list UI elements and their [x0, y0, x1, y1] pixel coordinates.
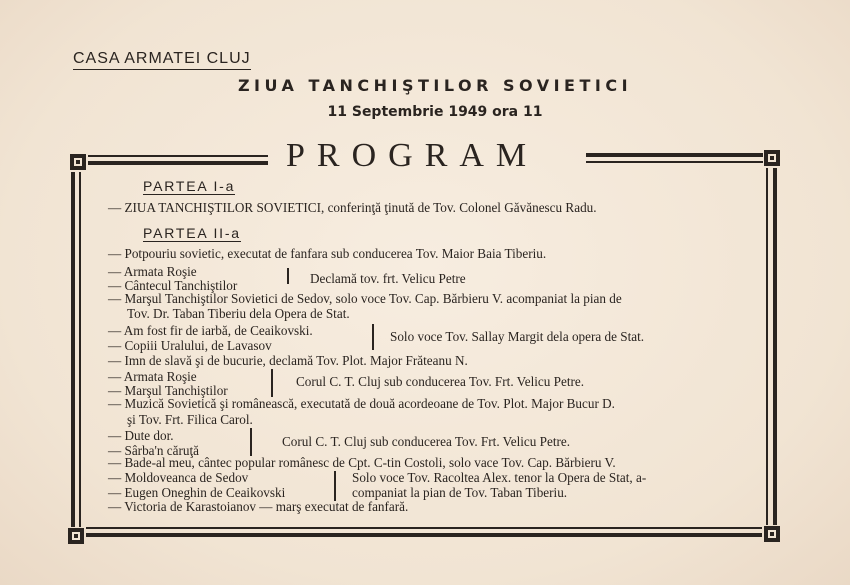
frame-top-rule-left — [88, 155, 268, 157]
list-item: — Sârba'n căruţă — [108, 443, 199, 458]
list-item: — Moldoveanca de Sedov — [108, 470, 249, 485]
performer-note: Corul C. T. Cluj sub conducerea Tov. Frt. Velicu Petre. — [296, 374, 585, 389]
venue-name: CASA ARMATEI CLUJ — [73, 50, 251, 70]
frame-corner-top-right — [764, 150, 780, 166]
list-item: — Bade-al meu, cântec popular românesc de Cpt. C-tin Costoli, solo vace Tov. Cap. Bărbieru V. — [108, 455, 616, 470]
list-item: — ZIUA TANCHIŞTILOR SOVIETICI, conferinţă ţinută de Tov. Colonel Găvănescu Radu. — [108, 200, 597, 215]
performer-note: Solo voce Tov. Racoltea Alex. tenor la Opera de Stat, a- — [352, 470, 647, 485]
list-item: — Marşul Tanchiştilor — [108, 383, 228, 398]
performer-note-continuation: companiat la pian de Tov. Taban Tiberiu. — [352, 485, 568, 500]
group-bracket — [334, 471, 336, 501]
list-item: — Eugen Oneghin de Ceaikovski — [108, 485, 286, 500]
frame-top-rule-right — [586, 161, 763, 163]
group-bracket — [372, 324, 374, 350]
frame-left-rule — [79, 172, 81, 527]
list-item: — Muzică Sovietică şi românească, executată de două acordeoane de Tov. Plot. Major Bucur D. — [108, 396, 615, 411]
list-item: — Imn de slavă şi de bucurie, declamă Tov. Plot. Major Frăteanu N. — [108, 353, 468, 368]
frame-right-rule — [766, 168, 768, 525]
part-two-title: PARTEA II-a — [143, 225, 241, 241]
list-item: — Armata Roşie — [108, 264, 197, 279]
frame-bottom-rule-thick — [86, 533, 762, 537]
event-title: ZIUA TANCHIŞTILOR SOVIETICI — [237, 76, 633, 95]
frame-top-rule-left-thick — [88, 161, 268, 165]
list-item-continuation: şi Tov. Frt. Filica Carol. — [127, 412, 253, 427]
frame-corner-bottom-left — [68, 528, 84, 544]
list-item: — Armata Roşie — [108, 369, 197, 384]
list-item-continuation: Tov. Dr. Taban Tiberiu dela Opera de Stat. — [127, 306, 350, 321]
part-one-title: PARTEA I-a — [143, 178, 236, 194]
frame-corner-top-left — [70, 154, 86, 170]
list-item: — Am fost fir de iarbă, de Ceaikovski. — [108, 323, 313, 338]
frame-left-rule-thick — [71, 172, 75, 527]
performer-note: Solo voce Tov. Sallay Margit dela opera de Stat. — [390, 329, 645, 344]
event-date: 11 Septembrie 1949 ora 11 — [327, 104, 543, 120]
frame-right-rule-thick — [773, 168, 777, 525]
frame-bottom-rule — [86, 527, 762, 529]
list-item: — Cântecul Tanchiştilor — [108, 278, 238, 293]
group-bracket — [271, 369, 273, 397]
performer-note: Declamă tov. frt. Velicu Petre — [310, 271, 466, 286]
frame-corner-bottom-right — [764, 526, 780, 542]
group-bracket — [250, 428, 252, 456]
list-item: — Victoria de Karastoianov — marş executat de fanfară. — [108, 499, 409, 514]
list-item: — Potpouriu sovietic, executat de fanfara sub conducerea Tov. Maior Baia Tiberiu. — [108, 246, 547, 261]
group-bracket — [287, 268, 289, 284]
list-item: — Marşul Tanchiştilor Sovietici de Sedov, solo voce Tov. Cap. Bărbieru V. acompaniat la pian de — [108, 291, 622, 306]
performer-note: Corul C. T. Cluj sub conducerea Tov. Frt. Velicu Petre. — [282, 434, 571, 449]
list-item: — Copiii Uralului, de Lavasov — [108, 338, 272, 353]
frame-top-rule-right-thick — [586, 153, 763, 157]
program-heading: PROGRAM — [286, 137, 539, 174]
list-item: — Dute dor. — [108, 428, 174, 443]
